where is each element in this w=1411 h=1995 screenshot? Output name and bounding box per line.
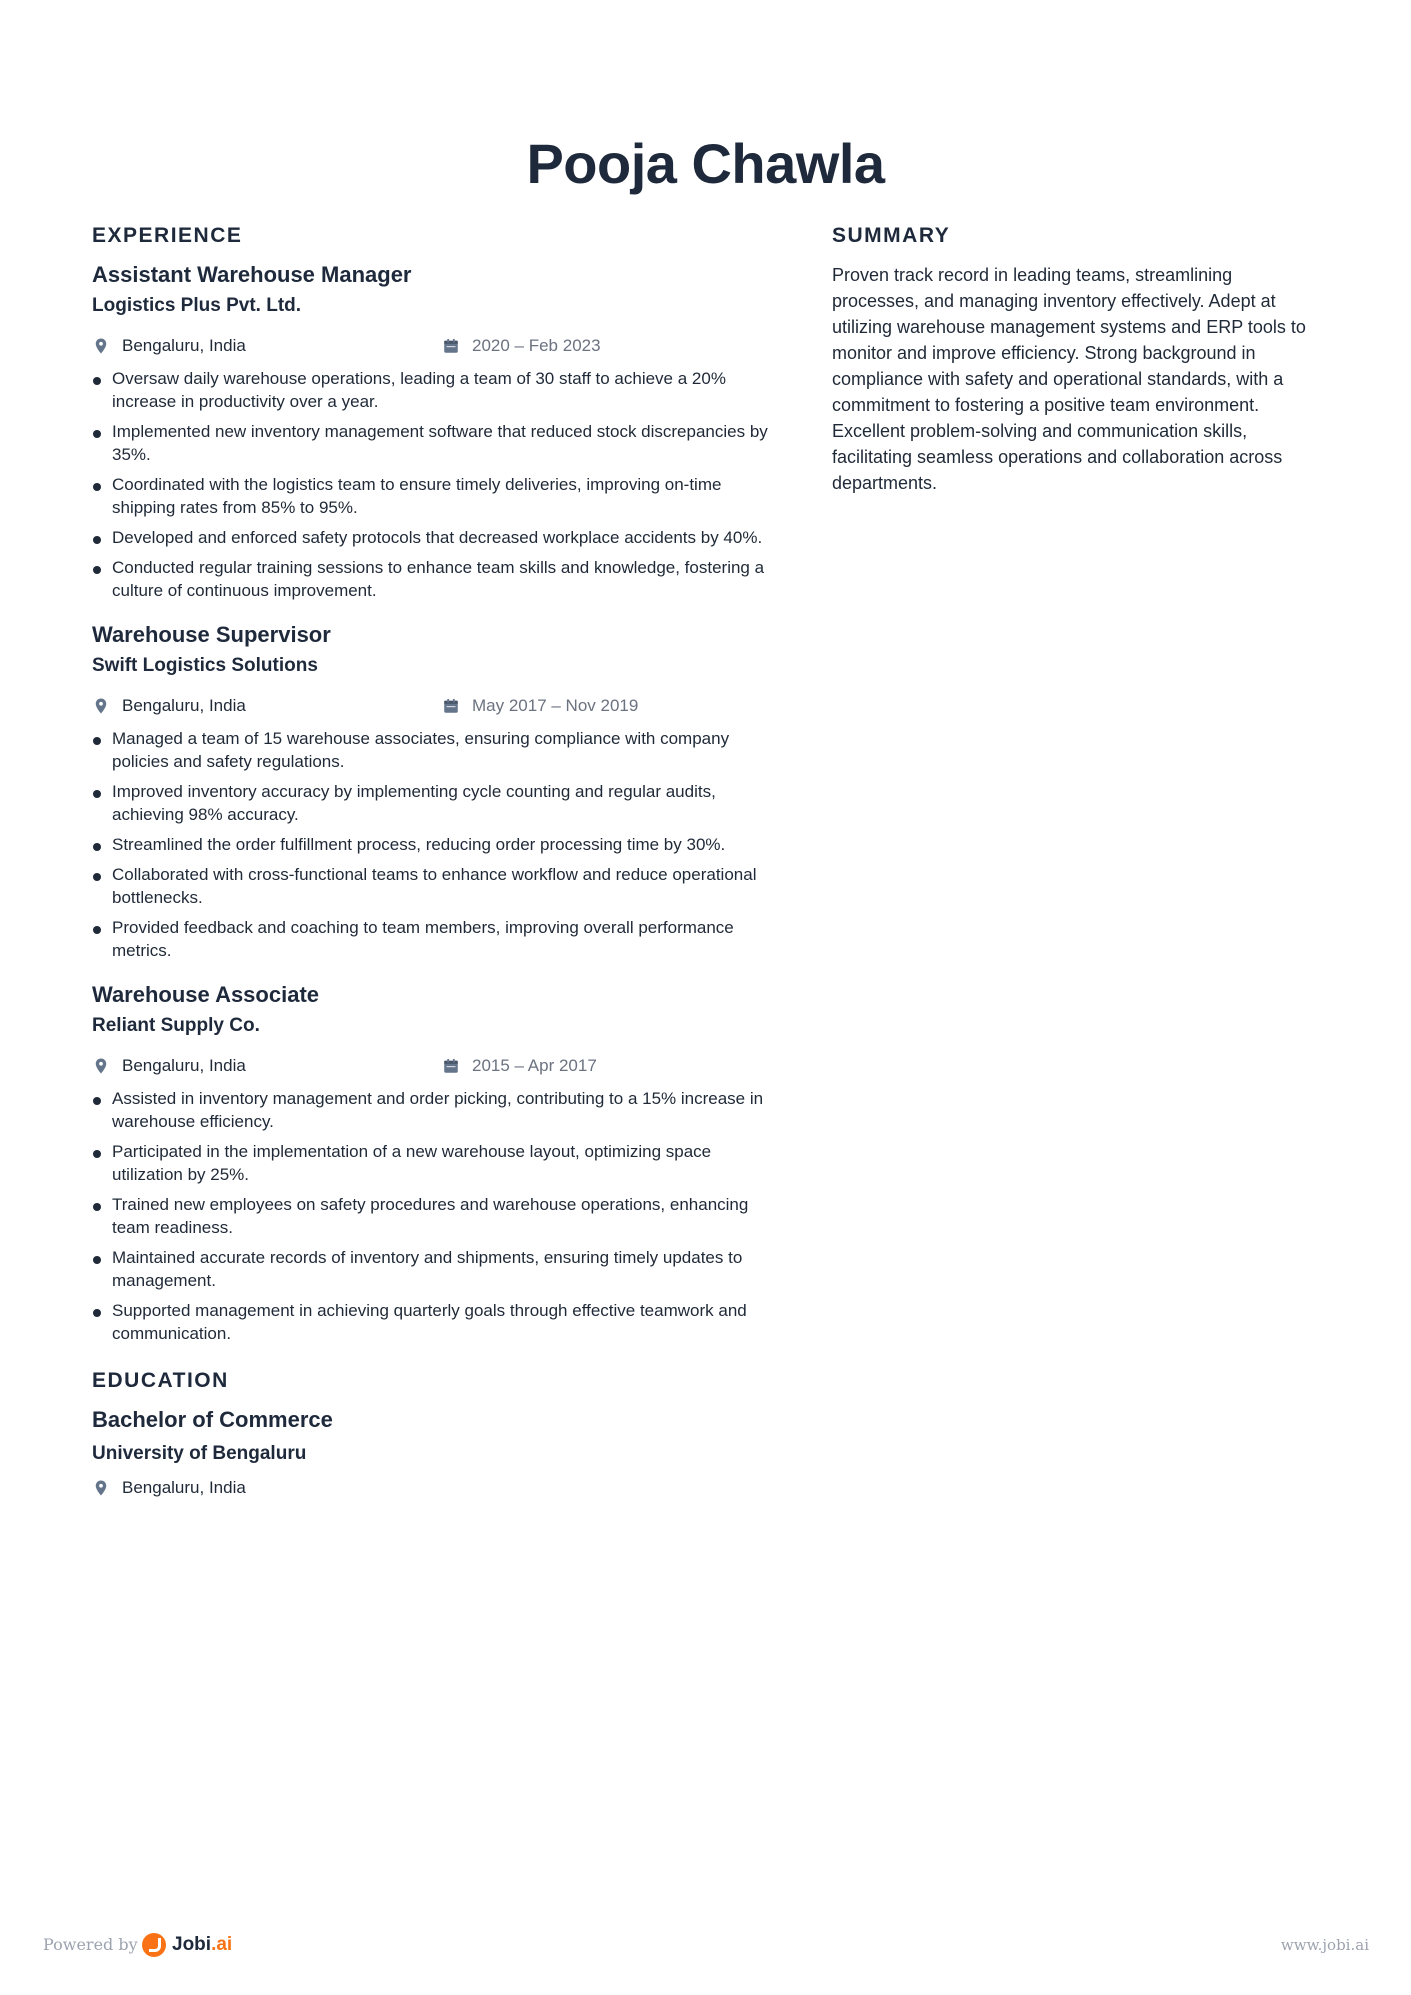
bullet-text: Collaborated with cross-functional teams to enhance workflow and reduce operational bottlenecks.	[112, 865, 757, 907]
bullet-dot	[93, 483, 101, 491]
education-location	[92, 1475, 246, 1501]
right-column	[832, 222, 1318, 496]
job-bullets	[92, 1087, 772, 1345]
bullet-item	[92, 863, 772, 909]
bullet-text: Supported management in achieving quarterly goals through effective teamwork and communication.	[112, 1301, 747, 1343]
bullet-dot	[93, 1256, 101, 1264]
location-text: Bengaluru, India	[122, 1478, 246, 1497]
bullet-dot	[93, 377, 101, 385]
logo-main-text: Jobi	[172, 1934, 212, 1955]
bullet-text: Conducted regular training sessions to enhance team skills and knowledge, fostering a culture of continuous improvement.	[112, 558, 765, 600]
education-entry	[92, 1405, 772, 1501]
experience-entry	[92, 980, 772, 1345]
bullet-item	[92, 780, 772, 826]
bullet-dot	[93, 1150, 101, 1158]
bullet-dot	[93, 536, 101, 544]
job-location	[92, 333, 246, 359]
bullet-text: Improved inventory accuracy by implementing cycle counting and regular audits, achieving 98% accuracy.	[112, 782, 716, 824]
bullet-dot	[93, 430, 101, 438]
map-pin-icon	[92, 337, 110, 355]
bullet-text: Implemented new inventory management software that reduced stock discrepancies by 35%.	[112, 422, 768, 464]
bullet-item	[92, 1193, 772, 1239]
education-heading: EDUCATION	[92, 1369, 229, 1392]
education-meta	[92, 1475, 772, 1501]
job-meta	[92, 1053, 772, 1079]
bullet-item	[92, 1246, 772, 1292]
job-meta	[92, 333, 772, 359]
date-text: 2015 – Apr 2017	[472, 1056, 597, 1075]
bullet-dot	[93, 790, 101, 798]
location-text: Bengaluru, India	[122, 336, 246, 355]
calendar-icon	[442, 337, 460, 355]
bullet-item	[92, 556, 772, 602]
bullet-dot	[93, 926, 101, 934]
company-name: Logistics Plus Pvt. Ltd.	[92, 295, 302, 316]
bullet-item	[92, 916, 772, 962]
bullet-item	[92, 1087, 772, 1133]
bullet-item	[92, 367, 772, 413]
job-bullets	[92, 727, 772, 962]
summary-heading: SUMMARY	[832, 224, 951, 247]
job-location	[92, 1053, 246, 1079]
company-name: Swift Logistics Solutions	[92, 655, 318, 676]
school: University of Bengaluru	[92, 1443, 307, 1464]
candidate-name: Pooja Chawla	[526, 132, 885, 195]
website-link[interactable]: www.jobi.ai	[1280, 1936, 1369, 1954]
bullet-dot	[93, 873, 101, 881]
bullet-text: Assisted in inventory management and order picking, contributing to a 15% increase in warehouse efficiency.	[112, 1089, 764, 1131]
bullet-item	[92, 473, 772, 519]
bullet-dot	[93, 737, 101, 745]
bullet-dot	[93, 1309, 101, 1317]
bullet-text: Streamlined the order fulfillment process, reducing order processing time by 30%.	[112, 835, 726, 854]
company-name: Reliant Supply Co.	[92, 1015, 260, 1036]
bullet-text: Maintained accurate records of inventory and shipments, ensuring timely updates to management.	[112, 1248, 743, 1290]
bullet-text: Oversaw daily warehouse operations, leading a team of 30 staff to achieve a 20% increase in productivity over a year.	[112, 369, 726, 411]
job-title: Warehouse Associate	[92, 982, 320, 1007]
bullet-item	[92, 727, 772, 773]
map-pin-icon	[92, 697, 110, 715]
job-bullets	[92, 367, 772, 602]
bullet-item	[92, 1140, 772, 1186]
experience-list	[92, 260, 772, 1345]
job-location	[92, 693, 246, 719]
bullet-item	[92, 1299, 772, 1345]
experience-heading: EXPERIENCE	[92, 224, 243, 247]
location-text: Bengaluru, India	[122, 696, 246, 715]
experience-entry	[92, 260, 772, 602]
degree: Bachelor of Commerce	[92, 1407, 333, 1432]
bullet-item	[92, 833, 772, 856]
experience-entry	[92, 620, 772, 962]
jobi-logo-icon	[142, 1933, 166, 1957]
calendar-icon	[442, 1057, 460, 1075]
summary-text: Proven track record in leading teams, streamlining processes, and managing inventory effectively. Adept at utilizing warehouse management systems and ERP tools to monitor and improve efficiency. Strong background in compliance with safety and operational standards, with a commitment to fostering a positive team environment. Excellent problem-solving and communication skills, facilitating seamless operations and collaboration across departments.	[832, 265, 1306, 493]
bullet-dot	[93, 566, 101, 574]
bullet-text: Trained new employees on safety procedures and warehouse operations, enhancing team readiness.	[112, 1195, 749, 1237]
job-dates	[442, 1053, 597, 1079]
bullet-text: Developed and enforced safety protocols that decreased workplace accidents by 40%.	[112, 528, 763, 547]
bullet-dot	[93, 1097, 101, 1105]
bullet-text: Participated in the implementation of a new warehouse layout, optimizing space utilization by 25%.	[112, 1142, 712, 1184]
powered-by-label: Powered by	[43, 1935, 138, 1954]
job-dates	[442, 693, 638, 719]
bullet-item	[92, 420, 772, 466]
job-meta	[92, 693, 772, 719]
logo-suffix-text: .ai	[211, 1934, 233, 1955]
bullet-dot	[93, 1203, 101, 1211]
job-title: Warehouse Supervisor	[92, 622, 331, 647]
bullet-text: Managed a team of 15 warehouse associates, ensuring compliance with company policies and safety regulations.	[112, 729, 730, 771]
map-pin-icon	[92, 1479, 110, 1497]
bullet-item	[92, 526, 772, 549]
job-dates	[442, 333, 601, 359]
footer	[0, 1931, 1411, 1961]
bullet-text: Coordinated with the logistics team to ensure timely deliveries, improving on-time shipping rates from 85% to 95%.	[112, 475, 722, 517]
jobi-logo[interactable]	[142, 1931, 232, 1959]
job-title: Assistant Warehouse Manager	[92, 262, 412, 287]
date-text: May 2017 – Nov 2019	[472, 696, 639, 715]
map-pin-icon	[92, 1057, 110, 1075]
bullet-text: Provided feedback and coaching to team members, improving overall performance metrics.	[112, 918, 734, 960]
calendar-icon	[442, 697, 460, 715]
bullet-dot	[93, 843, 101, 851]
location-text: Bengaluru, India	[122, 1056, 246, 1075]
left-column	[92, 222, 772, 1509]
date-text: 2020 – Feb 2023	[472, 336, 601, 355]
